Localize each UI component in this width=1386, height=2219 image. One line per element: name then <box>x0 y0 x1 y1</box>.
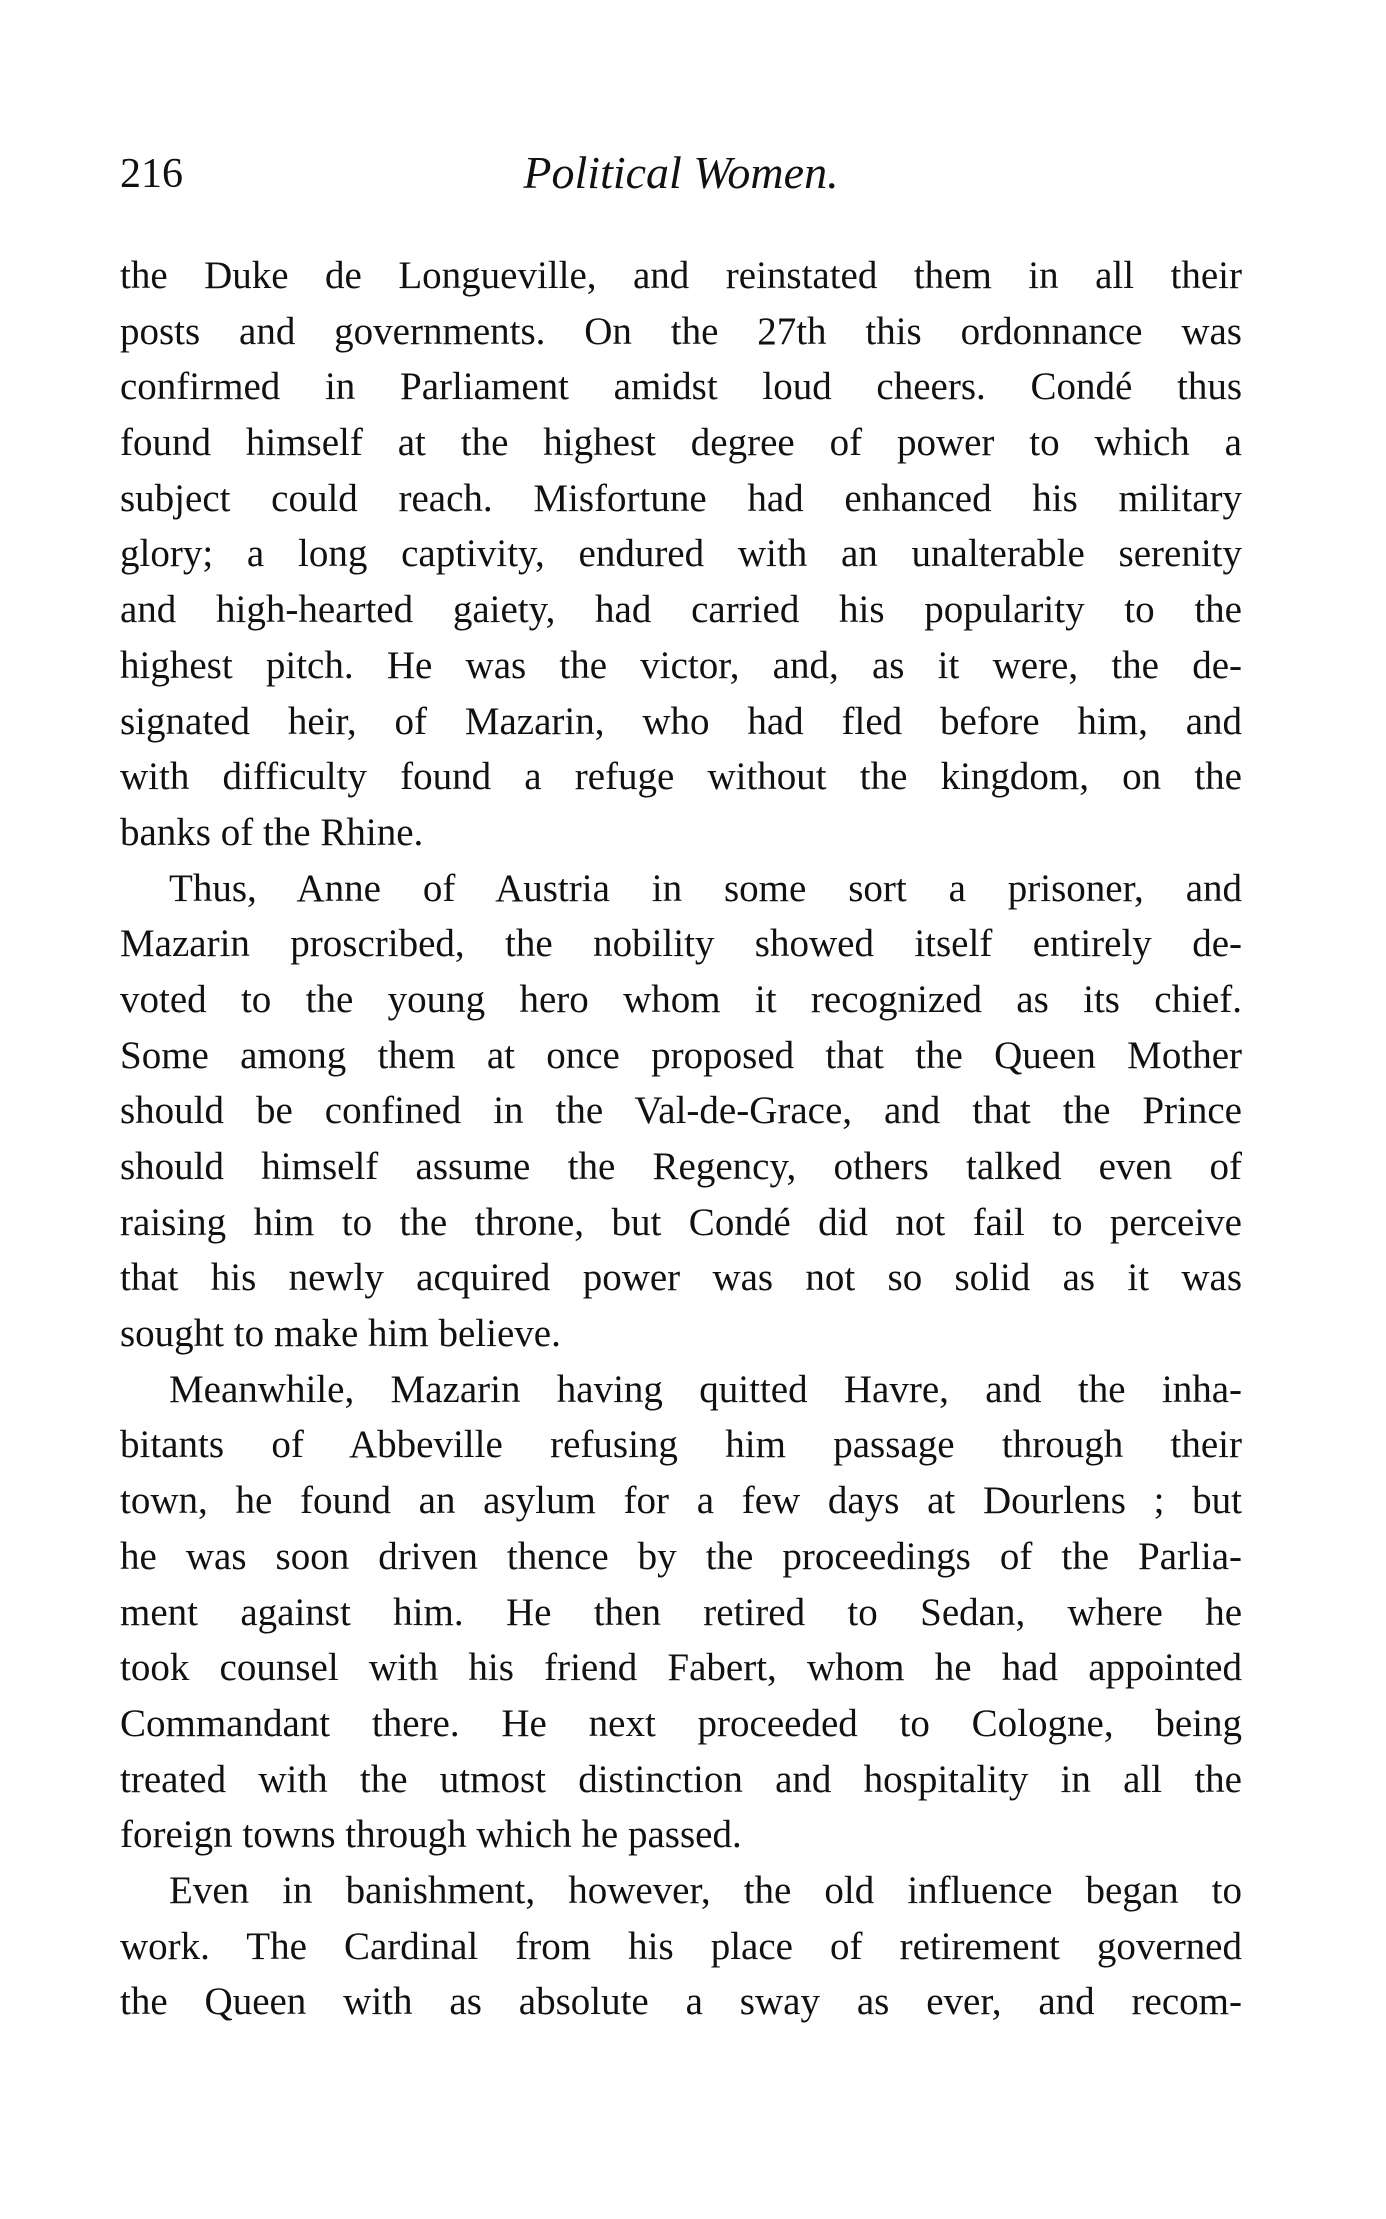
text-line: and high-hearted gaiety, had carried his popularity to the <box>120 588 1242 632</box>
text-line: the Duke de Longueville, and reinstated them in all their <box>120 254 1242 297</box>
paragraph <box>120 1863 1242 2030</box>
page-header <box>120 140 1242 210</box>
text-line: signated heir, of Mazarin, who had fled before him, and <box>120 699 1242 743</box>
text-line: raising him to the throne, but Condé did not fail to perceive <box>120 1200 1242 1244</box>
text-line: treated with the utmost distinction and hospitality in all the <box>120 1757 1242 1801</box>
body-text <box>120 248 1242 2030</box>
text-line: subject could reach. Misfortune had enhanced his military <box>120 476 1242 520</box>
text-line: found himself at the highest degree of power to which a <box>120 421 1242 465</box>
text-line: Meanwhile, Mazarin having quitted Havre, and the inha- <box>169 1367 1242 1411</box>
paragraph <box>120 861 1242 1362</box>
paragraph <box>120 248 1242 861</box>
text-line: sought to make him believe. <box>120 1312 561 1356</box>
text-line: town, he found an asylum for a few days at Dourlens ; but <box>120 1479 1242 1523</box>
paragraph <box>120 1362 1242 1863</box>
text-line: posts and governments. On the 27th this ordonnance was <box>120 309 1242 353</box>
page-number: 216 <box>120 151 183 197</box>
text-line: Thus, Anne of Austria in some sort a prisoner, and <box>169 866 1242 910</box>
text-line: took counsel with his friend Fabert, whom he had appointed <box>120 1646 1242 1690</box>
text-line: bitants of Abbeville refusing him passage through their <box>120 1423 1242 1467</box>
text-line: should himself assume the Regency, others talked even of <box>120 1145 1242 1188</box>
text-line: highest pitch. He was the victor, and, as it were, the de- <box>120 643 1242 687</box>
text-line: banks of the Rhine. <box>120 810 424 854</box>
text-line: foreign towns through which he passed. <box>120 1813 742 1857</box>
text-line: confirmed in Parliament amidst loud cheers. Condé thus <box>120 365 1242 409</box>
text-line: he was soon driven thence by the proceedings of the Parlia- <box>120 1534 1242 1578</box>
text-line: ment against him. He then retired to Sedan, where he <box>120 1590 1242 1634</box>
text-line: glory; a long captivity, endured with an unalterable serenity <box>120 532 1242 576</box>
text-line: voted to the young hero whom it recognized as its chief. <box>120 977 1242 1021</box>
text-line: should be confined in the Val-de-Grace, and that the Prince <box>120 1089 1242 1133</box>
running-title: Political Women. <box>523 147 839 198</box>
text-line: Even in banishment, however, the old influence began to <box>169 1868 1242 1912</box>
text-line: Commandant there. He next proceeded to Cologne, being <box>120 1701 1242 1745</box>
text-line: that his newly acquired power was not so solid as it was <box>120 1256 1242 1300</box>
text-line: Some among them at once proposed that the Queen Mother <box>120 1033 1242 1077</box>
text-line: the Queen with as absolute a sway as ever, and recom- <box>120 1980 1242 2024</box>
text-line: with difficulty found a refuge without the kingdom, on the <box>120 755 1242 799</box>
text-line: Mazarin proscribed, the nobility showed itself entirely de- <box>120 922 1242 966</box>
text-line: work. The Cardinal from his place of retirement governed <box>120 1924 1242 1968</box>
